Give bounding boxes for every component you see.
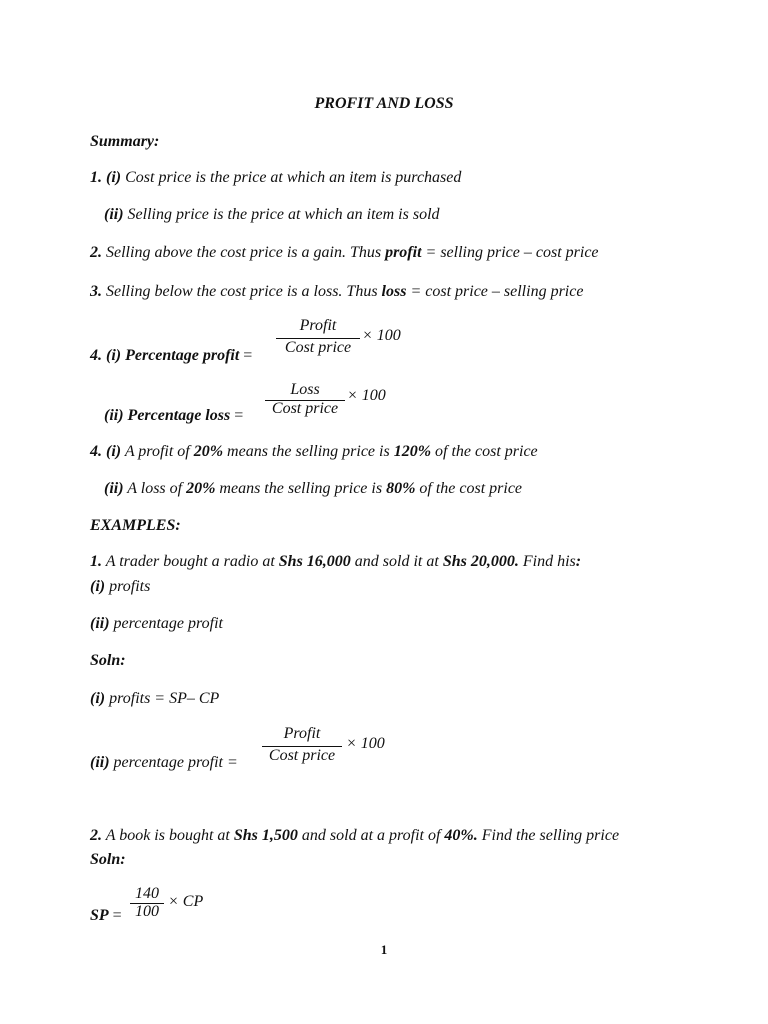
- rule-loss-percent: (ii) A loss of 20% means the selling price is 80% of the cost price: [104, 480, 523, 497]
- example-2-question: 2. A book is bought at Shs 1,500 and sold at a profit of 40%. Find the selling price: [90, 827, 620, 844]
- answer-1-part-ii: (ii) percentage profit =: [90, 754, 238, 771]
- summary-heading: Summary:: [90, 133, 160, 150]
- page-title: PROFIT AND LOSS: [314, 95, 454, 112]
- percentage-profit-label: 4. (i) Percentage profit =: [90, 347, 253, 364]
- solution-heading-2: Soln:: [90, 851, 126, 868]
- multiplier: × CP: [168, 893, 204, 910]
- example-1-part-i: (i) profits: [90, 578, 151, 595]
- fraction-numerator: Profit: [283, 725, 321, 742]
- fraction-denominator: Cost price: [284, 339, 352, 356]
- example-1-part-ii: (ii) percentage profit: [90, 615, 223, 632]
- fraction-numerator: Profit: [299, 317, 337, 334]
- solution-heading: Soln:: [90, 652, 126, 669]
- rule-profit-percent: 4. (i) A profit of 20% means the selling price is 120% of the cost price: [90, 443, 538, 460]
- selling-price-label: SP =: [90, 907, 122, 924]
- multiplier: × 100: [347, 387, 386, 404]
- fraction-numerator: 140: [135, 885, 159, 902]
- answer-1-part-i: (i) profits = SP– CP: [90, 690, 220, 707]
- example-1-question: 1. A trader bought a radio at Shs 16,000 and sold it at Shs 20,000. Find his:: [90, 553, 582, 570]
- percentage-loss-label: (ii) Percentage loss =: [104, 407, 244, 424]
- fraction-denominator: Cost price: [271, 400, 339, 417]
- summary-item-2: 2. Selling above the cost price is a gain. Thus profit = selling price – cost price: [90, 244, 599, 261]
- multiplier: × 100: [362, 327, 401, 344]
- examples-heading: EXAMPLES:: [90, 517, 181, 534]
- fraction-denominator: 100: [135, 903, 159, 920]
- summary-item-1ii: (ii) Selling price is the price at which an item is sold: [104, 206, 440, 223]
- summary-item-1i: 1. (i) Cost price is the price at which an item is purchased: [90, 169, 462, 186]
- multiplier: × 100: [346, 735, 385, 752]
- summary-item-3: 3. Selling below the cost price is a loss. Thus loss = cost price – selling price: [90, 283, 584, 300]
- fraction-denominator: Cost price: [268, 747, 336, 764]
- page-number: 1: [380, 942, 388, 957]
- fraction-numerator: Loss: [290, 381, 320, 398]
